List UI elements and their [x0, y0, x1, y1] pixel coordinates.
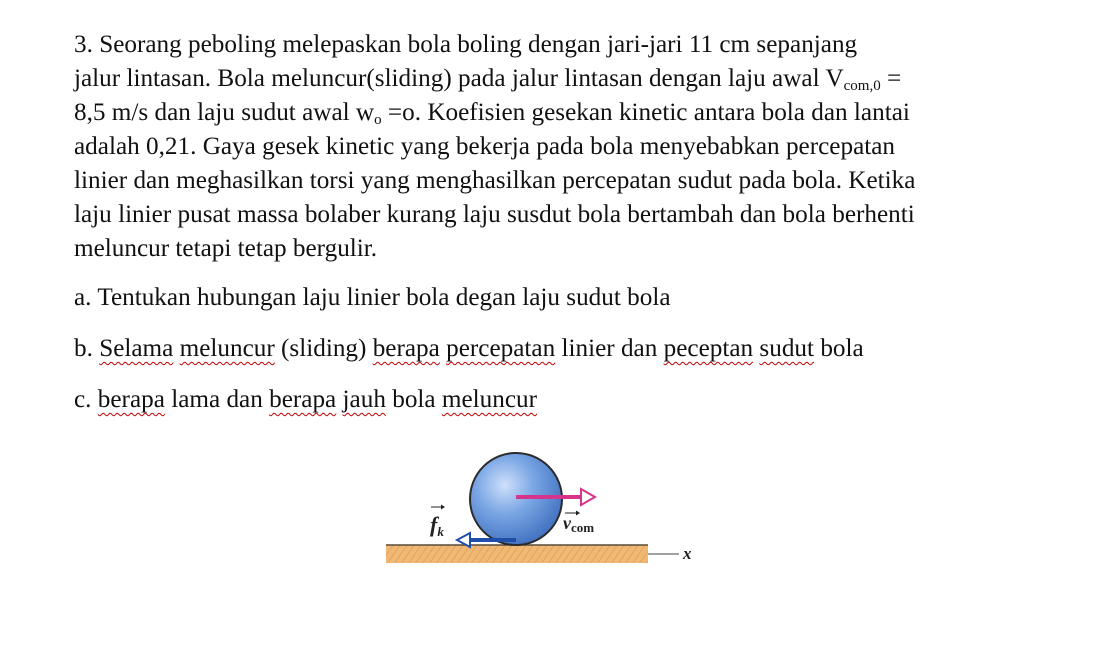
- vector-arrow-icon-head: [576, 511, 580, 516]
- problem-text: 8,5 m/s dan laju sudut awal w: [74, 99, 375, 126]
- question-text: bola: [385, 386, 442, 413]
- question-c: [74, 383, 1034, 417]
- question-a: a. Tentukan hubungan laju linier bola degan laju sudut bola: [74, 284, 671, 311]
- question-text: bola: [814, 335, 864, 362]
- spellcheck-word[interactable]: sudut: [759, 335, 815, 362]
- problem-line: meluncur tetapi tetap bergulir.: [74, 235, 378, 262]
- subscript: o: [374, 112, 382, 128]
- problem-text: jalur lintasan. Bola meluncur(sliding) pada jalur lintasan dengan laju awal V: [74, 65, 844, 92]
- spellcheck-word[interactable]: berapa: [97, 386, 165, 413]
- problem-line: [74, 62, 1034, 96]
- vector-arrow-icon-head: [441, 505, 445, 510]
- question-text: lama dan: [164, 386, 270, 413]
- question-b: [74, 332, 1034, 366]
- spellcheck-word[interactable]: berapa: [269, 386, 337, 413]
- spellcheck-word[interactable]: meluncur: [441, 386, 538, 413]
- problem-text: =o. Koefisien gesekan kinetic antara bola dan lantai: [381, 99, 910, 126]
- subscript: com,0: [843, 78, 881, 94]
- spellcheck-word[interactable]: percepatan: [446, 335, 556, 362]
- spellcheck-word[interactable]: meluncur: [179, 335, 275, 362]
- question-text: (sliding): [274, 335, 373, 362]
- figure-svg: [386, 445, 716, 585]
- x-axis-label: x: [683, 544, 692, 563]
- problem-line: [74, 96, 1034, 130]
- spellcheck-word[interactable]: peceptan: [663, 335, 754, 362]
- bowling-ball-figure: [386, 445, 716, 585]
- document-page: [74, 28, 1034, 434]
- question-text: linier dan: [555, 335, 664, 362]
- velocity-label: vcom: [563, 513, 595, 535]
- problem-line: linier dan meghasilkan torsi yang menghasilkan percepatan sudut pada bola. Ketika: [74, 167, 916, 194]
- friction-label: fk: [430, 512, 444, 539]
- question-text: c.: [74, 386, 98, 413]
- problem-line: adalah 0,21. Gaya gesek kinetic yang bekerja pada bola menyebabkan percepatan: [74, 133, 896, 160]
- problem-line: 3. Seorang peboling melepaskan bola boling dengan jari-jari 11 cm sepanjang: [74, 31, 858, 58]
- problem-text: =: [880, 65, 902, 92]
- velocity-arrow-head: [581, 489, 595, 505]
- spellcheck-word[interactable]: berapa: [372, 335, 440, 362]
- problem-statement: [74, 28, 1034, 266]
- spellcheck-word[interactable]: jauh: [342, 386, 386, 413]
- problem-line: laju linier pusat massa bolaber kurang laju susdut bola bertambah dan bola berhenti: [74, 201, 915, 228]
- spellcheck-word[interactable]: Selama: [99, 335, 174, 362]
- question-list: [74, 281, 1034, 417]
- floor: [386, 545, 648, 563]
- question-text: b.: [74, 335, 100, 362]
